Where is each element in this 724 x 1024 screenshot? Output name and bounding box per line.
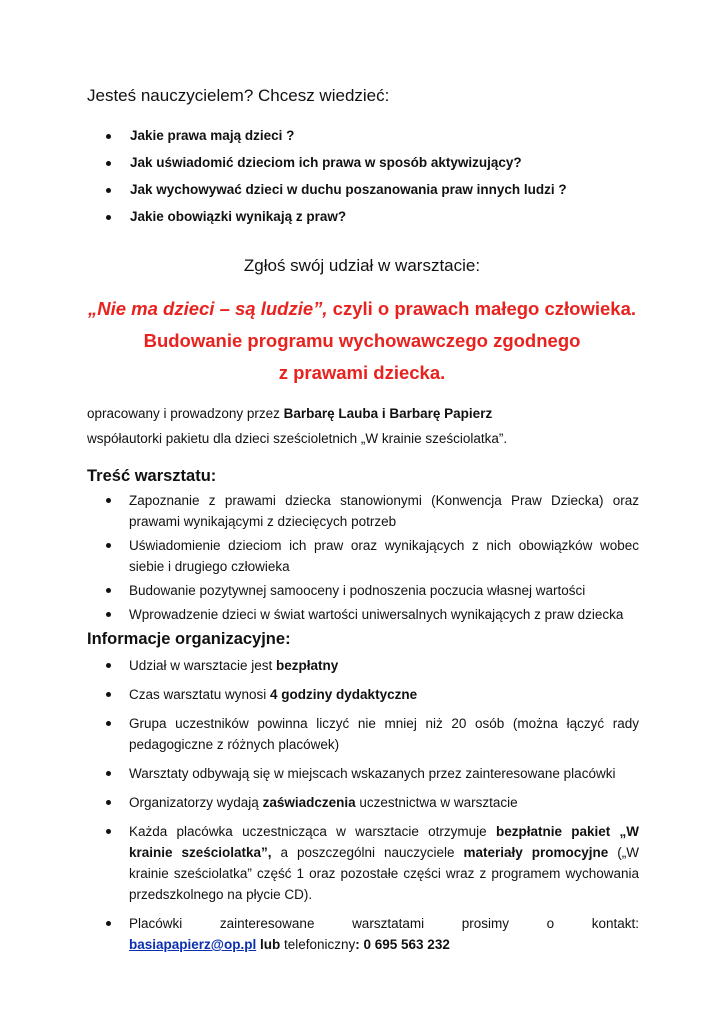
list-item: Uświadomienie dzieciom ich praw oraz wynikających z nich obowiązków wobec siebie i drugiego człowieka [106, 535, 639, 577]
email-link[interactable]: basiapapierz@op.pl [129, 937, 257, 952]
list-item: Zapoznanie z prawami dziecka stanowionymi (Konwencja Praw Dziecka) oraz prawami wynikającymi z dziecięcych potrzeb [106, 490, 639, 532]
questions-list [106, 126, 666, 234]
contact-item [106, 913, 639, 955]
list-item: Wprowadzenie dzieci w świat wartości uniwersalnych wynikających z praw dziecka [106, 604, 639, 625]
call-to-action: Zgłoś swój udział w warsztacie: [243, 256, 481, 275]
workshop-title-line-1: „Nie ma dzieci – są ludzie”, czyli o prawach małego człowieka. [87, 298, 636, 319]
contact-line: Placówki zainteresowane warsztatami prosimy o kontakt: [129, 916, 639, 931]
title-quote: „Nie ma dzieci – są ludzie”, [87, 298, 328, 319]
list-item: Jakie obowiązki wynikają z praw? [106, 207, 666, 234]
content-list [106, 490, 639, 628]
bullet-icon [106, 543, 111, 548]
info-list [106, 655, 639, 963]
info-heading: Informacje organizacyjne: [87, 630, 291, 648]
author-names: Barbarę Lauba i Barbarę Papierz [283, 406, 493, 421]
contact-details: basiapapierz@op.pl lub telefoniczny: 0 695 563 232 [129, 937, 450, 952]
bullet-icon [106, 829, 111, 834]
workshop-title-line-3: z prawami dziecka. [278, 362, 446, 383]
bullet-icon [106, 215, 111, 220]
bullet-icon [106, 588, 111, 593]
bullet-icon [106, 612, 111, 617]
intro-question: Jesteś nauczycielem? Chcesz wiedzieć: [87, 86, 390, 105]
bullet-icon [106, 161, 111, 166]
bullet-icon [106, 663, 111, 668]
authors-block [87, 401, 647, 451]
content-heading: Treść warsztatu: [87, 467, 217, 485]
list-item: Czas warsztatu wynosi 4 godziny dydaktyczne [106, 684, 639, 705]
list-item: Organizatorzy wydają zaświadczenia uczestnictwa w warsztacie [106, 792, 639, 813]
list-item: Jak wychowywać dzieci w duchu poszanowania praw innych ludzi ? [106, 180, 666, 207]
bullet-icon [106, 921, 111, 926]
bullet-icon [106, 134, 111, 139]
bullet-icon [106, 800, 111, 805]
authors-description: współautorki pakietu dla dzieci sześcioletnich „W krainie sześciolatka”. [87, 431, 508, 446]
list-item: Jak uświadomić dzieciom ich prawa w sposób aktywizujący? [106, 153, 666, 180]
workshop-title-line-2: Budowanie programu wychowawczego zgodnego [143, 330, 581, 351]
list-item: Warsztaty odbywają się w miejscach wskazanych przez zainteresowane placówki [106, 763, 639, 784]
list-item: Udział w warsztacie jest bezpłatny [106, 655, 639, 676]
bullet-icon [106, 692, 111, 697]
bullet-icon [106, 771, 111, 776]
list-item: Grupa uczestników powinna liczyć nie mniej niż 20 osób (można łączyć rady pedagogiczne z różnych placówek) [106, 713, 639, 755]
bullet-icon [106, 498, 111, 503]
authors-line: opracowany i prowadzony przez Barbarę Lauba i Barbarę Papierz [87, 406, 493, 421]
bullet-icon [106, 721, 111, 726]
list-item: Budowanie pozytywnej samooceny i podnoszenia poczucia własnej wartości [106, 580, 639, 601]
phone-number: : 0 695 563 232 [355, 937, 450, 952]
bullet-icon [106, 188, 111, 193]
list-item: Każda placówka uczestnicząca w warsztacie otrzymuje bezpłatnie pakiet „W krainie sześciolatka”, a poszczególni nauczyciele materiały promocyjne („W krainie sześciolatka” część 1 oraz pozostałe części wraz z programem wychowania przedszkolnego na płycie CD). [106, 821, 639, 905]
list-item: Jakie prawa mają dzieci ? [106, 126, 666, 153]
